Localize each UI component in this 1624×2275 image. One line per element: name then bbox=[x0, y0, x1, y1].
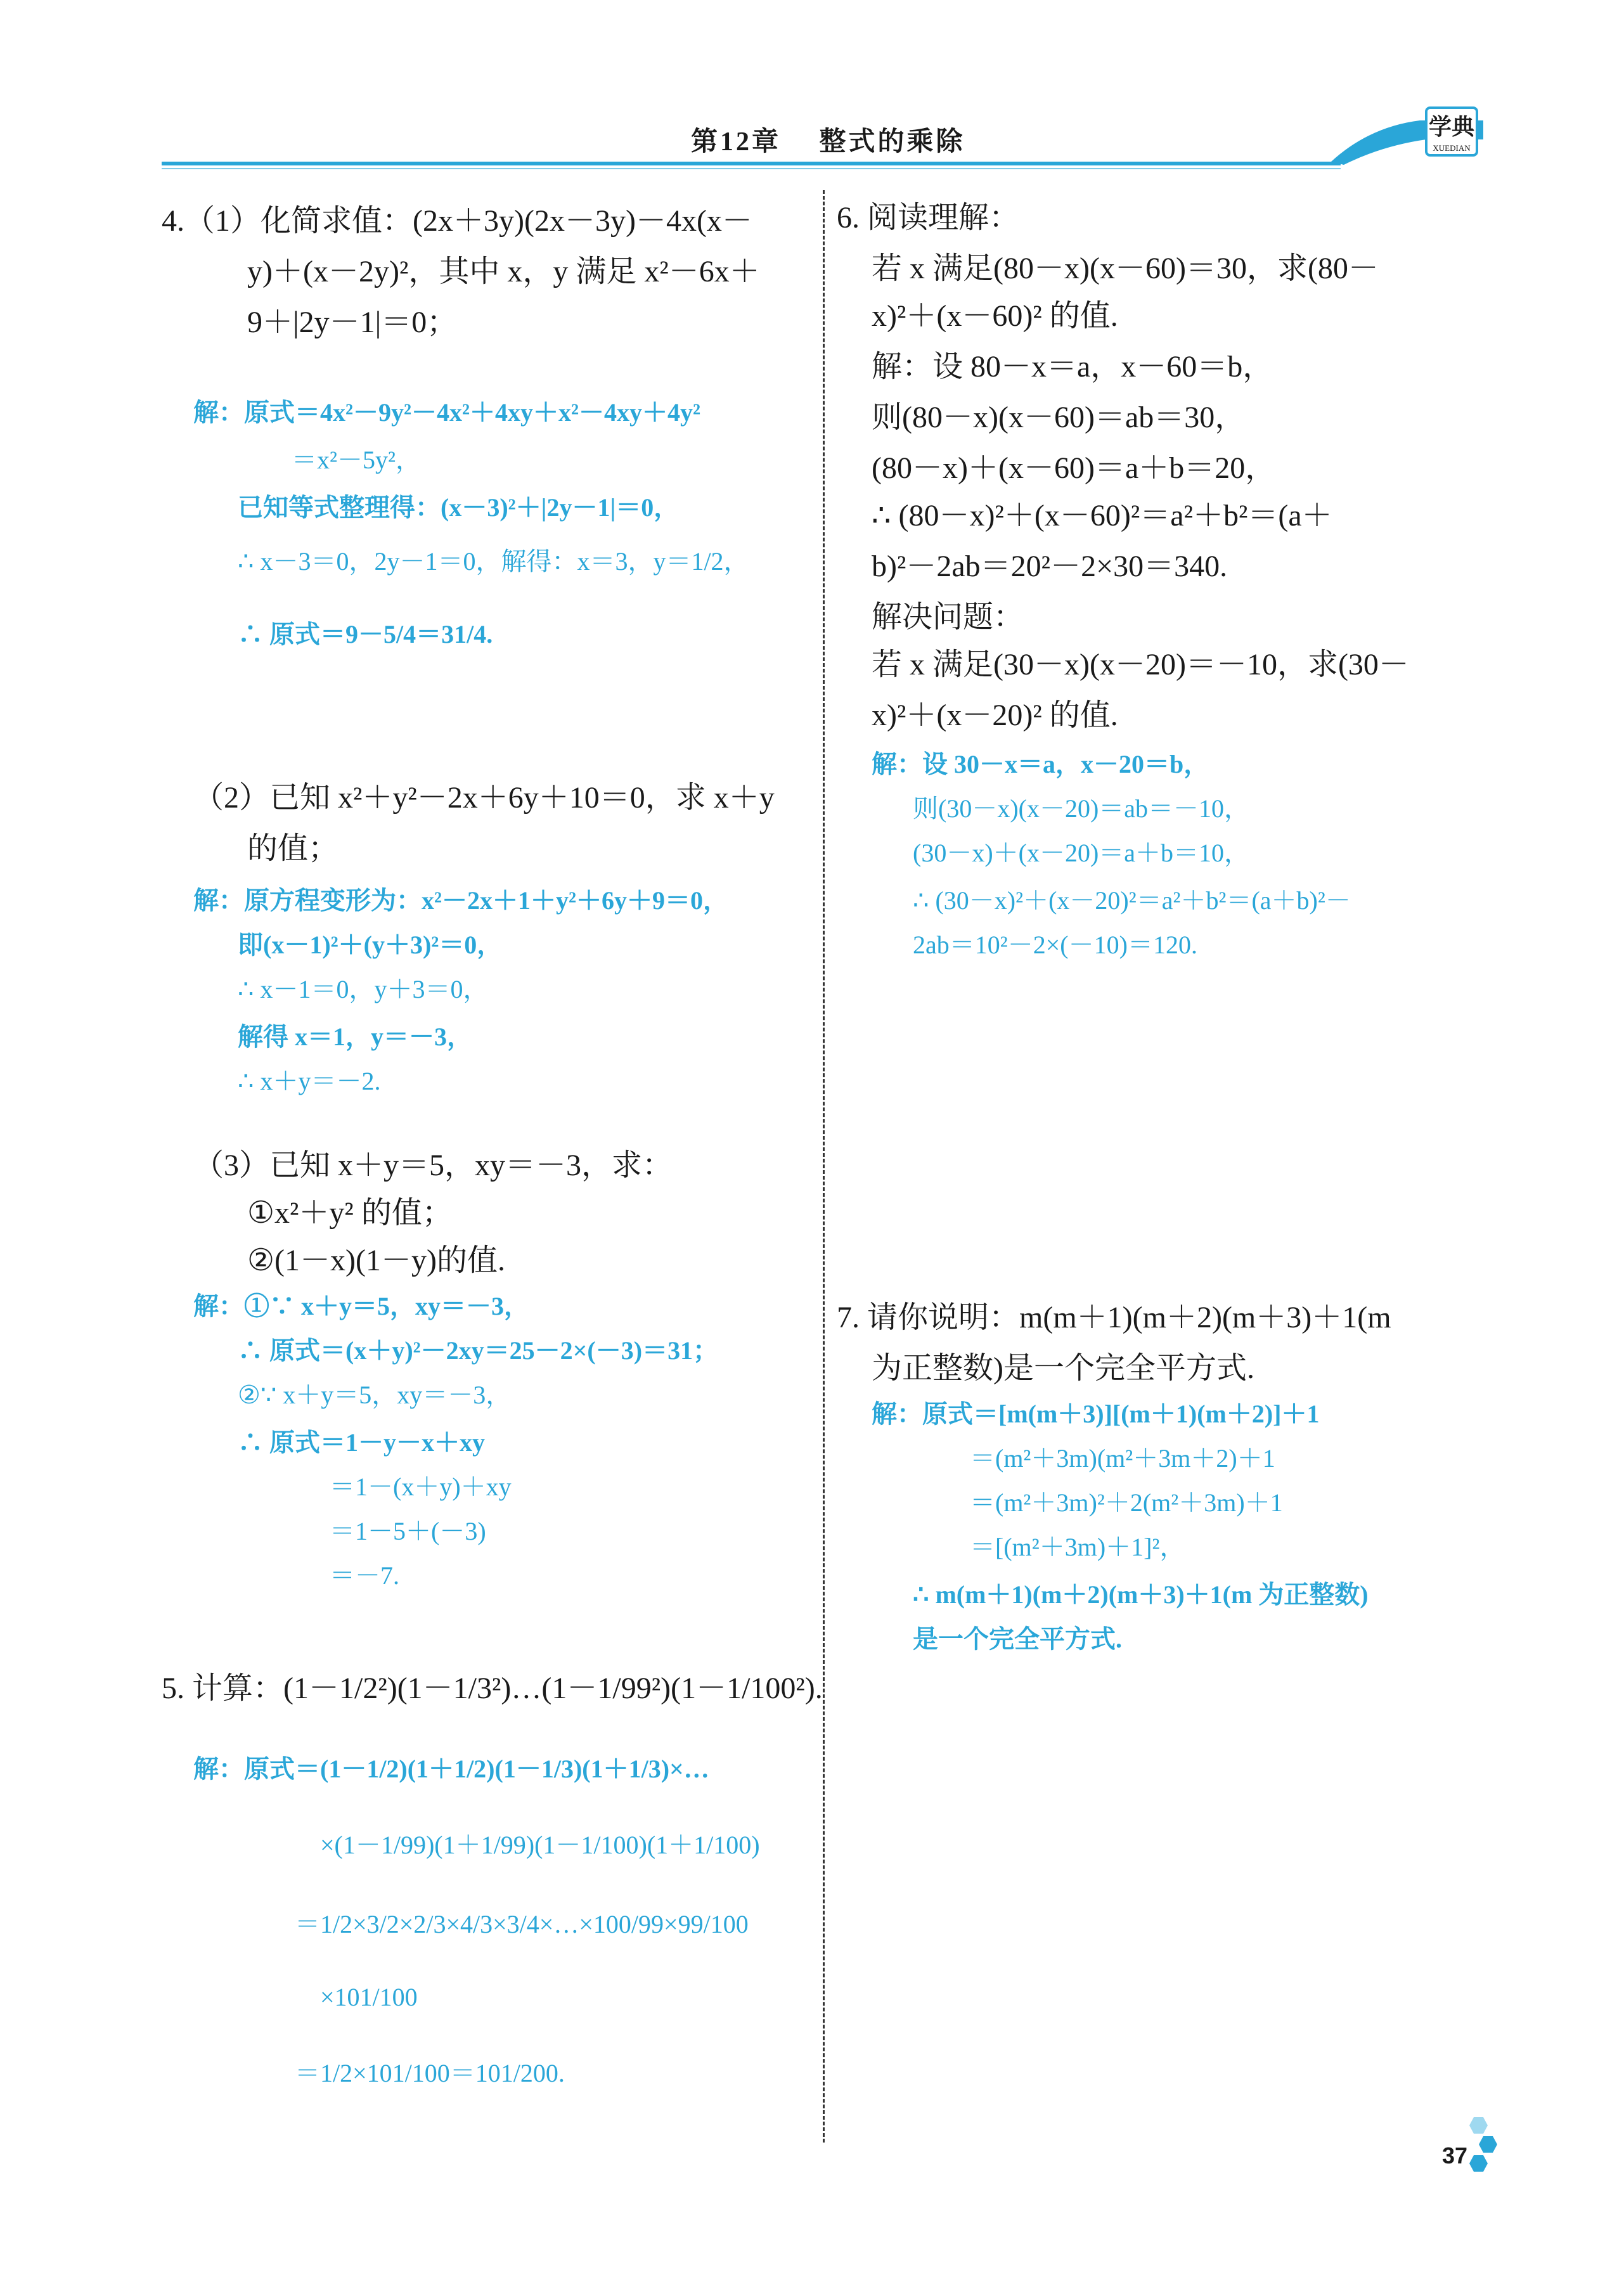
s4-1-line5: ∴ 原式＝9－5/4＝31/4. bbox=[238, 620, 493, 648]
svg-text:学典: 学典 bbox=[1428, 114, 1475, 139]
s4-3-line4: ∴ 原式＝1－y－x＋xy bbox=[238, 1428, 485, 1457]
q6-line4: 解：设 80－x＝a，x－60＝b， bbox=[872, 350, 1273, 383]
q7-line1: 7. 请你说明：m(m＋1)(m＋2)(m＋3)＋1(m bbox=[837, 1301, 1391, 1334]
q6-line3: x)²＋(x－60)² 的值. bbox=[872, 299, 1118, 333]
q6-line9: 解决问题： bbox=[872, 600, 1024, 634]
s5-line1: 解：原式＝(1－1/2)(1＋1/2)(1－1/3)(1＋1/3)×… bbox=[193, 1755, 709, 1783]
svg-text:XUEDIAN: XUEDIAN bbox=[1433, 143, 1471, 153]
header-rule-thin bbox=[162, 168, 1341, 169]
q6-line11: x)²＋(x－20)² 的值. bbox=[872, 699, 1118, 732]
q6-line6: (80－x)＋(x－60)＝a＋b＝20， bbox=[872, 451, 1276, 485]
s4-2-line2: 即(x－1)²＋(y＋3)²＝0， bbox=[238, 931, 503, 959]
s4-2-line1: 解：原方程变形为：x²－2x＋1＋y²＋6y＋9＝0， bbox=[193, 886, 728, 915]
q4-1-line2: y)＋(x－2y)²，其中 x，y 满足 x²－6x＋ bbox=[247, 255, 760, 288]
q6-line5: 则(80－x)(x－60)＝ab＝30， bbox=[872, 401, 1246, 434]
s4-2-line3: ∴ x－1＝0，y＋3＝0， bbox=[238, 975, 489, 1003]
q7-line2: 为正整数)是一个完全平方式. bbox=[872, 1351, 1254, 1385]
s5-line3: ＝1/2×3/2×2/3×4/3×3/4×…×100/99×99/100 bbox=[295, 1910, 749, 1938]
xuedian-logo bbox=[1331, 101, 1483, 171]
s7-line1: 解：原式＝[m(m＋3)][(m＋1)(m＋2)]＋1 bbox=[872, 1400, 1320, 1428]
q6-line2: 若 x 满足(80－x)(x－60)＝30，求(80－ bbox=[872, 252, 1379, 285]
s4-3-line2: ∴ 原式＝(x＋y)²－2xy＝25－2×(－3)＝31； bbox=[238, 1336, 719, 1365]
s6-line1: 解：设 30－x＝a，x－20＝b， bbox=[872, 750, 1209, 778]
q4-1-line3: 9＋|2y－1|＝0； bbox=[247, 306, 458, 339]
s4-2-line4: 解得 x＝1，y＝－3， bbox=[238, 1022, 472, 1051]
s4-2-line5: ∴ x＋y＝－2. bbox=[238, 1067, 381, 1095]
s6-line3: (30－x)＋(x－20)＝a＋b＝10， bbox=[913, 839, 1250, 867]
q5: 5. 计算：(1－1/2²)(1－1/3²)…(1－1/99²)(1－1/100²). bbox=[162, 1672, 823, 1705]
s7-line5: ∴ m(m＋1)(m＋2)(m＋3)＋1(m 为正整数) bbox=[913, 1580, 1369, 1609]
s5-line4: ×101/100 bbox=[320, 1983, 418, 2011]
s6-line4: ∴ (30－x)²＋(x－20)²＝a²＋b²＝(a＋b)²－ bbox=[913, 886, 1351, 915]
s7-line2: ＝(m²＋3m)(m²＋3m＋2)＋1 bbox=[970, 1444, 1275, 1473]
q6-line10: 若 x 满足(30－x)(x－20)＝－10，求(30－ bbox=[872, 648, 1409, 681]
q6-line7: ∴ (80－x)²＋(x－60)²＝a²＋b²＝(a＋ bbox=[872, 499, 1332, 532]
s5-line2: ×(1－1/99)(1＋1/99)(1－1/100)(1＋1/100) bbox=[320, 1831, 760, 1859]
q6-line1: 6. 阅读理解： bbox=[837, 201, 1020, 235]
s6-line2: 则(30－x)(x－20)＝ab＝－10， bbox=[913, 794, 1250, 823]
s4-1-line4: ∴ x－3＝0，2y－1＝0，解得：x＝3，y＝1/2， bbox=[238, 547, 749, 576]
q4-2-line2: 的值； bbox=[247, 832, 339, 865]
s7-line6: 是一个完全平方式. bbox=[913, 1625, 1122, 1653]
q4-3-line2: ①x²＋y² 的值； bbox=[247, 1196, 453, 1230]
s7-line3: ＝(m²＋3m)²＋2(m²＋3m)＋1 bbox=[970, 1488, 1283, 1517]
s4-3-line7: ＝－7. bbox=[330, 1561, 399, 1590]
s4-3-line5: ＝1－(x＋y)＋xy bbox=[330, 1473, 512, 1501]
page-number: 37 bbox=[1442, 2143, 1468, 2169]
s4-3-line1: 解：①∵ x＋y＝5，xy＝－3， bbox=[193, 1292, 529, 1320]
q4-2-line1: （2）已知 x²＋y²－2x＋6y＋10＝0，求 x＋y bbox=[193, 781, 775, 815]
chapter-title: 第12章 整式的乘除 bbox=[691, 127, 965, 157]
q4-3-line1: （3）已知 x＋y＝5，xy＝－3，求： bbox=[193, 1149, 673, 1182]
s4-1-line2: ＝x²－5y²， bbox=[292, 446, 421, 474]
s7-line4: ＝[(m²＋3m)＋1]²， bbox=[970, 1533, 1185, 1561]
column-divider bbox=[823, 190, 825, 2143]
s4-1-line3: 已知等式整理得：(x－3)²＋|2y－1|＝0， bbox=[238, 493, 680, 522]
q4-3-line3: ②(1－x)(1－y)的值. bbox=[247, 1244, 505, 1277]
s4-3-line3: ②∵ x＋y＝5，xy＝－3， bbox=[238, 1381, 512, 1409]
s6-line5: 2ab＝10²－2×(－10)＝120. bbox=[913, 931, 1197, 959]
header-rule bbox=[162, 162, 1341, 165]
q4-1-line1: 4.（1）化简求值：(2x＋3y)(2x－3y)－4x(x－ bbox=[162, 204, 752, 238]
s4-1-line1: 解：原式＝4x²－9y²－4x²＋4xy＋x²－4xy＋4y² bbox=[193, 398, 700, 427]
q6-line8: b)²－2ab＝20²－2×30＝340. bbox=[872, 550, 1228, 583]
s5-line5: ＝1/2×101/100＝101/200. bbox=[295, 2059, 565, 2087]
s4-3-line6: ＝1－5＋(－3) bbox=[330, 1517, 486, 1545]
